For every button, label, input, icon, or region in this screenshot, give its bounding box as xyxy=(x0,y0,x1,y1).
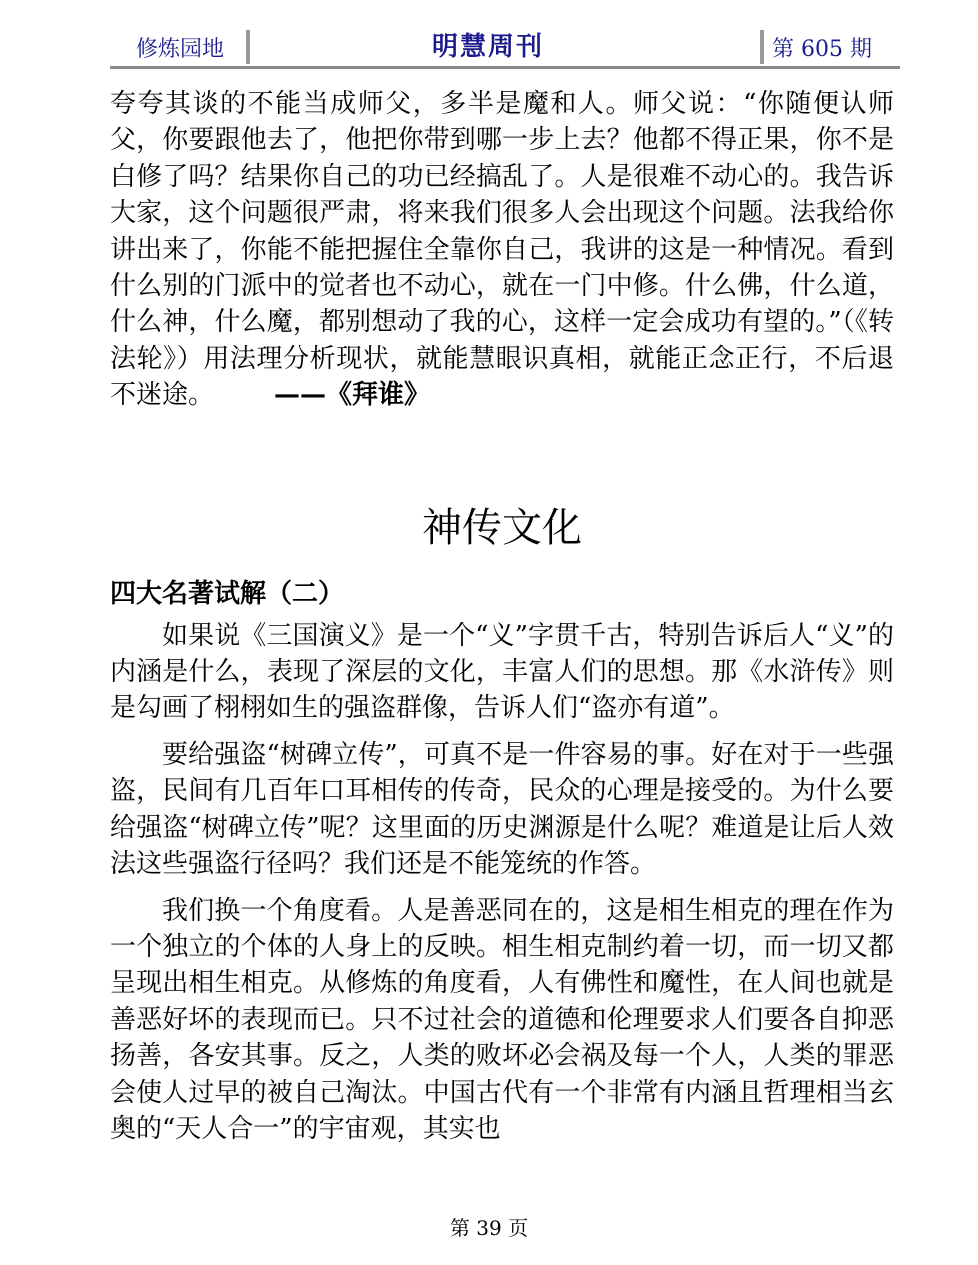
opening-text: 夸夸其谈的不能当成师父，多半是魔和人。师父说：“你随便认师父，你要跟他去了，他把你带到哪一步上去？他都不得正果，你不是白修了吗？结果你自己的功已经搞乱了。人是很难不动心的。我告诉大家，这个问题很严肃，将来我们很多人会出现这个问题。法我给你讲出来了，你能不能把握住全靠你自己，我讲的这是一种情况。看到什么别的门派中的觉者也不动心，就在一门中修。什么佛，什么道，什么神，什么魔，都别想动了我的心，这样一定会成功有望的。”（《转法轮》）用法理分析现状，就能慧眼识真相，就能正念正行，不后退不迷途。 xyxy=(110,89,894,411)
article-title: 四大名著试解（二） xyxy=(110,578,345,609)
page-content xyxy=(110,86,894,1147)
header-section-name: 修炼园地 xyxy=(136,37,225,62)
header-publication-title: 明慧周刊 xyxy=(432,32,545,62)
article-paragraph-2: 要给强盗“树碑立传”，可真不是一件容易的事。好在对于一些强盗，民间有几百年口耳相传的传奇，民众的心理是接受的。为什么要给强盗“树碑立传”呢？这里面的历史渊源是什么呢？难道是让后人效法这些强盗行径吗？我们还是不能笼统的作答。 xyxy=(110,739,894,880)
header-issue-number: 第 605 期 xyxy=(772,37,872,62)
page-header xyxy=(110,22,900,69)
page-number: 第 39 页 xyxy=(449,1216,529,1240)
opening-paragraph xyxy=(110,86,894,414)
article-paragraph-1: 如果说《三国演义》是一个“义”字贯千古，特别告诉后人“义”的内涵是什么，表现了深层的文化，丰富人们的思想。那《水浒传》则是勾画了栩栩如生的强盗群像，告诉人们“盗亦有道”。 xyxy=(110,620,894,724)
opening-attribution: ——《拜谁》 xyxy=(274,380,431,411)
header-divider-right xyxy=(760,30,764,64)
section-title: 神传文化 xyxy=(422,504,582,551)
header-divider-left xyxy=(246,30,250,64)
article-paragraph-3: 我们换一个角度看。人是善恶同在的，这是相生相克的理在作为一个独立的个体的人身上的反映。相生相克制约着一切，而一切又都呈现出相生相克。从修炼的角度看，人有佛性和魔性，在人间也就是善恶好坏的表现而已。只不过社会的道德和伦理要求人们要各自抑恶扬善，各安其事。反之，人类的败坏必会祸及每一个人，人类的罪恶会使人过早的被自己淘汰。中国古代有一个非常有内涵且哲理相当玄奥的“天人合一”的宇宙观，其实也 xyxy=(110,895,894,1144)
